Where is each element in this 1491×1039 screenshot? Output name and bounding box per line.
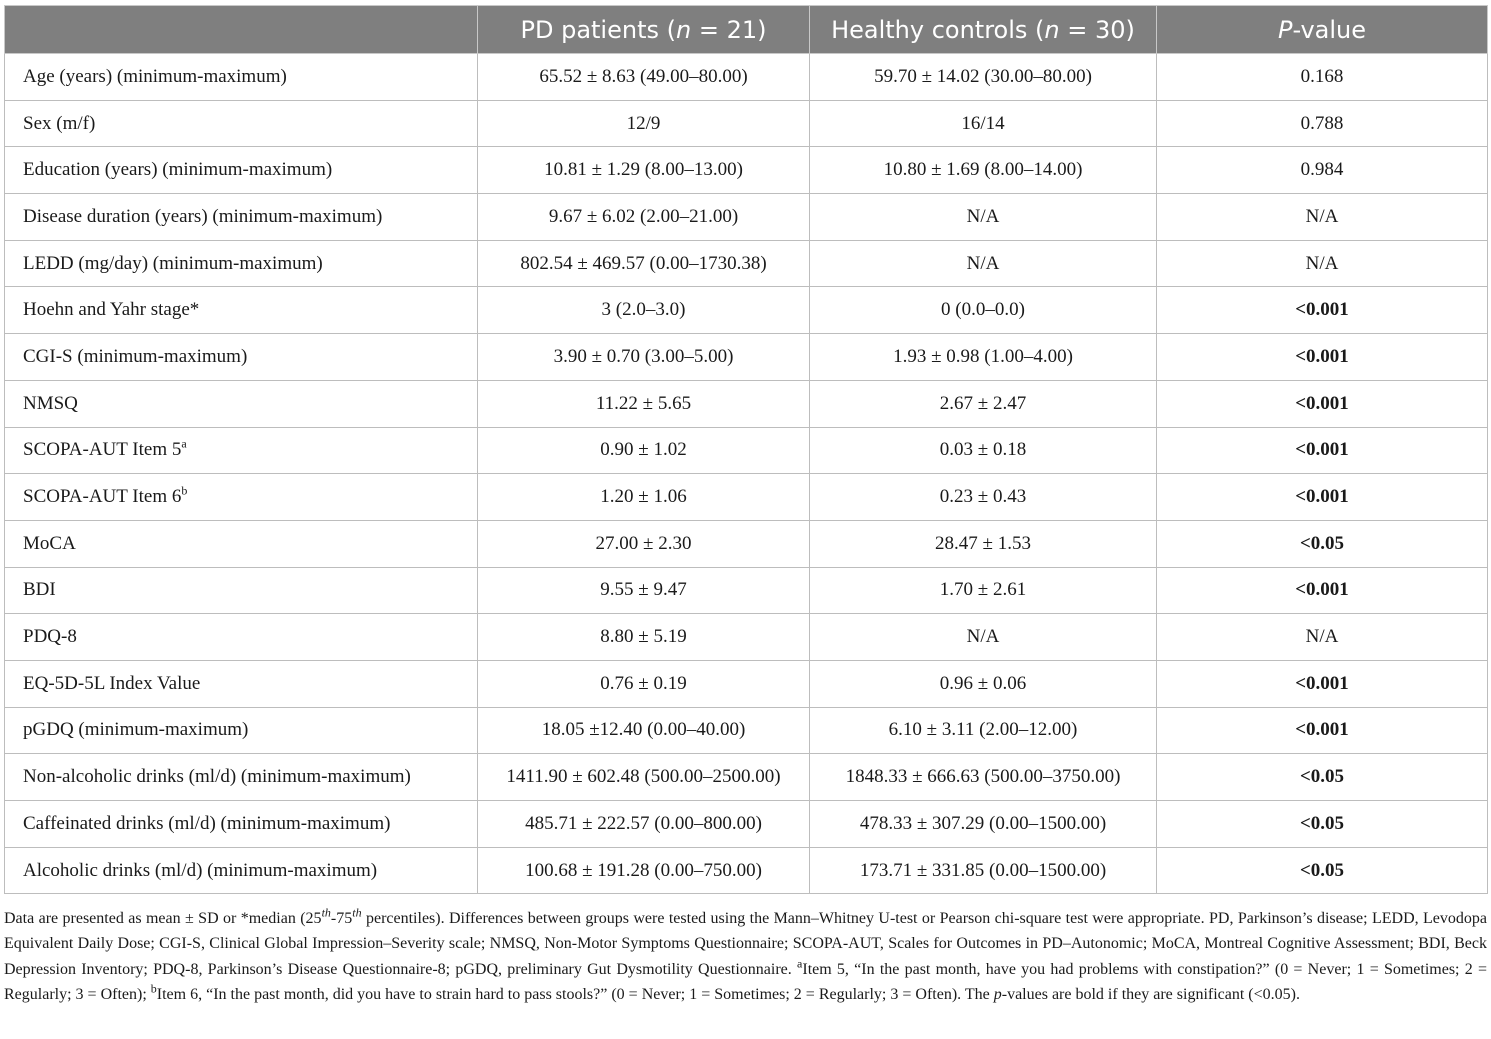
row-label: [5, 287, 478, 334]
footnote-text: Data are presented as mean ± SD or *median (25: [4, 910, 322, 927]
p-value: <0.001: [1157, 707, 1488, 754]
hc-value: 2.67 ± 2.47: [810, 380, 1157, 427]
pd-value: 1411.90 ± 602.48 (500.00–2500.00): [478, 754, 810, 801]
pd-value: 802.54 ± 469.57 (0.00–1730.38): [478, 240, 810, 287]
pd-value: 3 (2.0–3.0): [478, 287, 810, 334]
row-label: [5, 240, 478, 287]
p-value: <0.05: [1157, 754, 1488, 801]
pd-value: 65.52 ± 8.63 (49.00–80.00): [478, 54, 810, 101]
row-label-sup: a: [181, 437, 187, 452]
header-suffix: -value: [1292, 15, 1367, 44]
table-row: [5, 754, 1488, 801]
footnote-paragraph: [4, 906, 1487, 1007]
row-label-text: PDQ-8: [23, 626, 77, 648]
p-value: 0.168: [1157, 54, 1488, 101]
row-label: [5, 847, 478, 894]
header-healthy-controls: [810, 6, 1157, 54]
row-label: [5, 147, 478, 194]
hc-value: N/A: [810, 194, 1157, 241]
row-label: [5, 707, 478, 754]
p-value: <0.05: [1157, 847, 1488, 894]
hc-value: 28.47 ± 1.53: [810, 520, 1157, 567]
table-row: [5, 614, 1488, 661]
row-label-text: Age (years) (minimum-maximum): [23, 65, 287, 87]
table-row: [5, 847, 1488, 894]
table-footnote: [4, 906, 1487, 1007]
row-label-text: EQ-5D-5L Index Value: [23, 672, 201, 694]
p-value: N/A: [1157, 194, 1488, 241]
footnote-italic: p: [993, 985, 1002, 1003]
pd-value: 8.80 ± 5.19: [478, 614, 810, 661]
table-row: [5, 801, 1488, 848]
table-header-row: [5, 6, 1488, 54]
footnote-text: -values are bold if they are significant (<0.05).: [1001, 985, 1300, 1003]
p-value: <0.001: [1157, 380, 1488, 427]
pd-value: 12/9: [478, 100, 810, 147]
pd-value: 9.55 ± 9.47: [478, 567, 810, 614]
row-label: [5, 474, 478, 521]
hc-value: 1.70 ± 2.61: [810, 567, 1157, 614]
footnote-sup: [352, 906, 361, 920]
p-value: N/A: [1157, 614, 1488, 661]
row-label-text: Hoehn and Yahr stage*: [23, 299, 200, 321]
table-container: [4, 5, 1487, 894]
footnote-sup-a: a: [797, 956, 803, 971]
row-label-text: Caffeinated drinks (ml/d) (minimum-maximum): [23, 812, 391, 834]
row-label: [5, 54, 478, 101]
row-label: [5, 614, 478, 661]
p-value: <0.001: [1157, 287, 1488, 334]
row-label-text: Disease duration (years) (minimum-maximum): [23, 205, 383, 227]
header-suffix: = 21): [691, 15, 767, 44]
row-label-sup: b: [181, 483, 188, 498]
table-row: [5, 100, 1488, 147]
table-row: [5, 427, 1488, 474]
hc-value: 0.23 ± 0.43: [810, 474, 1157, 521]
row-label: [5, 194, 478, 241]
footnote-italic: th: [321, 905, 331, 920]
pd-value: 18.05 ±12.40 (0.00–40.00): [478, 707, 810, 754]
row-label: [5, 427, 478, 474]
row-label-text: Sex (m/f): [23, 112, 96, 134]
header-pd-patients: [478, 6, 810, 54]
table-row: [5, 334, 1488, 381]
row-label-text: BDI: [23, 579, 56, 601]
header-italic: P: [1277, 15, 1293, 44]
footnote-italic: th: [352, 905, 362, 920]
hc-value: 0.03 ± 0.18: [810, 427, 1157, 474]
p-value: <0.05: [1157, 801, 1488, 848]
row-label: [5, 520, 478, 567]
footnote-text: percentiles). Differences between groups were tested using the Mann–Whitney U-test or Pearson chi-square test were appropriate. PD, Parkinson’s disease; LEDD, Levodopa Equivalent Daily Dose; CGI-S, Clinical Global Impression–Severity scale; NMSQ, Non-Motor Symptoms Questionnaire; SCOPA-AUT, Scales for Outcomes in PD–Autonomic; MoCA, Montreal Cognitive Assessment; BDI, Beck Depression Inventory; PDQ-8, Parkinson’s Disease Questionnaire-8; pGDQ, preliminary Gut Dysmotility Questionnaire.: [4, 910, 1488, 978]
row-label: [5, 334, 478, 381]
p-value: 0.984: [1157, 147, 1488, 194]
row-label-text: SCOPA-AUT Item 6: [23, 486, 182, 508]
hc-value: 6.10 ± 3.11 (2.00–12.00): [810, 707, 1157, 754]
table-row: [5, 287, 1488, 334]
hc-value: 1848.33 ± 666.63 (500.00–3750.00): [810, 754, 1157, 801]
row-label: [5, 380, 478, 427]
row-label: [5, 660, 478, 707]
table-row: [5, 660, 1488, 707]
header-italic: n: [1044, 15, 1060, 44]
table-row: [5, 520, 1488, 567]
pd-value: 100.68 ± 191.28 (0.00–750.00): [478, 847, 810, 894]
pd-value: 0.90 ± 1.02: [478, 427, 810, 474]
table-row: [5, 707, 1488, 754]
table-row: [5, 567, 1488, 614]
row-label-text: LEDD (mg/day) (minimum-maximum): [23, 252, 323, 274]
header-suffix: = 30): [1059, 15, 1135, 44]
header-text: PD patients (: [520, 15, 676, 44]
pd-value: 27.00 ± 2.30: [478, 520, 810, 567]
hc-value: 173.71 ± 331.85 (0.00–1500.00): [810, 847, 1157, 894]
p-value: <0.001: [1157, 660, 1488, 707]
hc-value: 59.70 ± 14.02 (30.00–80.00): [810, 54, 1157, 101]
results-table: [4, 5, 1488, 894]
pd-value: 0.76 ± 0.19: [478, 660, 810, 707]
hc-value: N/A: [810, 240, 1157, 287]
pd-value: 10.81 ± 1.29 (8.00–13.00): [478, 147, 810, 194]
row-label-text: SCOPA-AUT Item 5: [23, 439, 182, 461]
row-label-text: pGDQ (minimum-maximum): [23, 719, 249, 741]
footnote-text: Item 6, “In the past month, did you have to strain hard to pass stools?” (0 = Never; 1 = Sometimes; 2 = Regularly; 3 = Often). The: [156, 985, 994, 1003]
row-label-text: Alcoholic drinks (ml/d) (minimum-maximum): [23, 859, 378, 881]
hc-value: N/A: [810, 614, 1157, 661]
row-label-text: Education (years) (minimum-maximum): [23, 159, 333, 181]
row-label-text: CGI-S (minimum-maximum): [23, 345, 248, 367]
p-value: <0.001: [1157, 474, 1488, 521]
table-row: [5, 474, 1488, 521]
hc-value: 16/14: [810, 100, 1157, 147]
pd-value: 1.20 ± 1.06: [478, 474, 810, 521]
header-variable: [5, 6, 478, 54]
p-value: N/A: [1157, 240, 1488, 287]
p-value: <0.001: [1157, 334, 1488, 381]
hc-value: 478.33 ± 307.29 (0.00–1500.00): [810, 801, 1157, 848]
row-label-text: NMSQ: [23, 392, 78, 414]
header-text: Healthy controls (: [831, 15, 1045, 44]
header-italic: n: [675, 15, 692, 44]
row-label: [5, 567, 478, 614]
pd-value: 11.22 ± 5.65: [478, 380, 810, 427]
row-label-text: MoCA: [23, 532, 76, 554]
footnote-text: Item 5, “In the past month, have you had problems with constipation?” (0 = Never; 1 = Sometimes; 2 = Regularly; 3 = Often);: [4, 960, 1487, 1003]
hc-value: 0 (0.0–0.0): [810, 287, 1157, 334]
hc-value: 10.80 ± 1.69 (8.00–14.00): [810, 147, 1157, 194]
hc-value: 0.96 ± 0.06: [810, 660, 1157, 707]
table-row: [5, 380, 1488, 427]
row-label-text: Non-alcoholic drinks (ml/d) (minimum-maximum): [23, 766, 411, 788]
hc-value: 1.93 ± 0.98 (1.00–4.00): [810, 334, 1157, 381]
footnote-text: -75: [330, 910, 353, 927]
footnote-sup: [322, 906, 331, 920]
header-p-value: [1157, 6, 1488, 54]
pd-value: 485.71 ± 222.57 (0.00–800.00): [478, 801, 810, 848]
p-value: 0.788: [1157, 100, 1488, 147]
p-value: <0.001: [1157, 567, 1488, 614]
p-value: <0.001: [1157, 427, 1488, 474]
p-value: <0.05: [1157, 520, 1488, 567]
table-row: [5, 194, 1488, 241]
table-row: [5, 147, 1488, 194]
footnote-sup-b: b: [150, 981, 157, 996]
row-label: [5, 801, 478, 848]
table-row: [5, 54, 1488, 101]
pd-value: 9.67 ± 6.02 (2.00–21.00): [478, 194, 810, 241]
row-label: [5, 754, 478, 801]
row-label: [5, 100, 478, 147]
table-row: [5, 240, 1488, 287]
pd-value: 3.90 ± 0.70 (3.00–5.00): [478, 334, 810, 381]
